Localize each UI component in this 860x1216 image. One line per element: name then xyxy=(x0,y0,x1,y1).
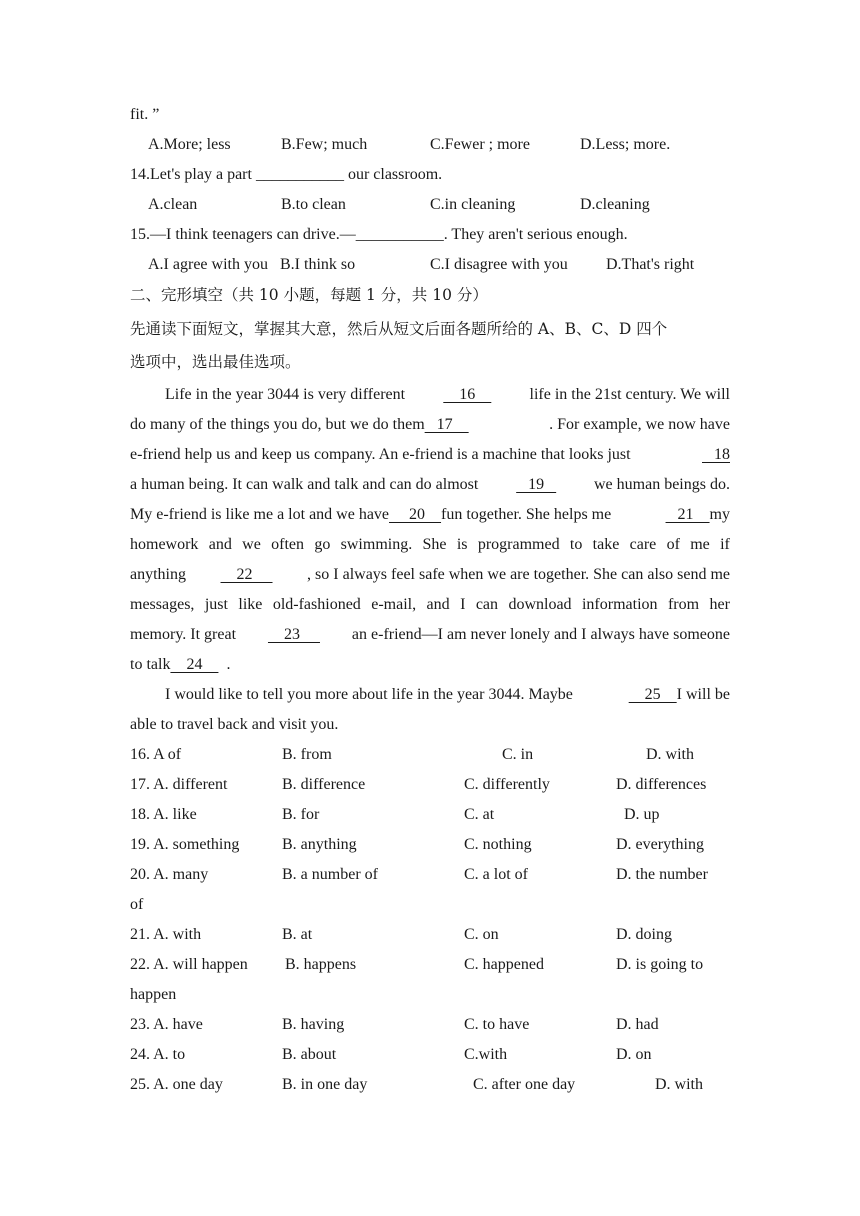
question-19-option-b: B. anything xyxy=(282,836,357,853)
question-25-option-b: B. in one day xyxy=(282,1076,368,1093)
blank-23: 23 xyxy=(267,626,320,643)
passage-line: anything 22 , so I always feel safe when we are together. She can also send me xyxy=(130,566,730,583)
q13-option-d: D.Less; more. xyxy=(580,136,671,153)
question-23-option-d: D. had xyxy=(616,1016,659,1033)
q13-option-a: A.More; less xyxy=(148,136,231,153)
passage-line: My e-friend is like me a lot and we have 20 fun together. She helps me 21 my xyxy=(130,506,730,523)
question-23-option-c: C. to have xyxy=(464,1016,530,1033)
question-16-option-d: D. with xyxy=(646,746,694,763)
question-23-option-b: B. having xyxy=(282,1016,345,1033)
section-instruction-line2: 选项中，选出最佳选项。 xyxy=(130,353,301,371)
question-19-option-c: C. nothing xyxy=(464,836,532,853)
question-18-option-d: D. up xyxy=(624,806,660,823)
q14-option-b: B.to clean xyxy=(281,196,346,213)
passage-line: able to travel back and visit you. xyxy=(130,716,339,733)
blank-25: 25 xyxy=(628,686,677,703)
passage-line: a human being. It can walk and talk and can do almost 19 we human beings do. xyxy=(130,476,730,493)
q13-option-c: C.Fewer ; more xyxy=(430,136,530,153)
q14-option-c: C.in cleaning xyxy=(430,196,516,213)
question-22-option-d: D. is going to xyxy=(616,956,704,973)
question-22-option-b: B. happens xyxy=(285,956,357,973)
blank-21: 21 xyxy=(665,506,710,523)
question-25-option-c: C. after one day xyxy=(473,1076,576,1093)
question-16-option-a: 16. A of xyxy=(130,746,182,763)
q15-option-a: A.I agree with you xyxy=(148,256,268,273)
q15-option-c: C.I disagree with you xyxy=(430,256,568,273)
question-17-option-b: B. difference xyxy=(282,776,366,793)
passage-line: messages, just like old-fashioned e-mail, and I can download information from her xyxy=(130,596,730,613)
passage-line: e-friend help us and keep us company. An e-friend is a machine that looks just 18 xyxy=(130,446,730,463)
question-17-option-a: 17. A. different xyxy=(130,776,228,793)
question-18-option-c: C. at xyxy=(464,806,495,823)
q15-stem: 15.—I think teenagers can drive.—___________. They aren't serious enough. xyxy=(130,226,628,243)
blank-17: 17 xyxy=(424,416,469,433)
question-22-option-c: C. happened xyxy=(464,956,544,973)
passage-line: homework and we often go swimming. She is programmed to take care of me if xyxy=(130,536,730,553)
passage-line: do many of the things you do, but we do them 17 . For example, we now have xyxy=(130,416,730,433)
passage-line: to talk 24 . xyxy=(130,656,231,673)
q15-option-d: D.That's right xyxy=(606,256,695,273)
q14-option-d: D.cleaning xyxy=(580,196,650,213)
question-18-option-a: 18. A. like xyxy=(130,806,197,823)
question-20-option-c: C. a lot of xyxy=(464,866,528,883)
passage-line: I would like to tell you more about life in the year 3044. Maybe 25 I will be xyxy=(165,686,730,703)
question-23-option-a: 23. A. have xyxy=(130,1016,203,1033)
question-24-option-d: D. on xyxy=(616,1046,652,1063)
blank-18: 18 xyxy=(702,446,730,463)
q15-option-b: B.I think so xyxy=(280,256,356,273)
question-20-option-d: D. the number xyxy=(616,866,708,883)
section-heading: 二、完形填空（共 10 小题，每题 1 分，共 10 分） xyxy=(130,286,488,304)
q13-stem-end: fit. ” xyxy=(130,106,160,123)
question-17-option-d: D. differences xyxy=(616,776,707,793)
question-21-option-d: D. doing xyxy=(616,926,672,943)
blank-24: 24 xyxy=(170,656,219,673)
question-17-option-c: C. differently xyxy=(464,776,550,793)
question-21-option-a: 21. A. with xyxy=(130,926,202,943)
blank-20: 20 xyxy=(389,506,442,523)
q14-option-a: A.clean xyxy=(148,196,198,213)
question-22-option-a: 22. A. will happen xyxy=(130,956,248,973)
passage-line: memory. It great 23 an e-friend—I am never lonely and I always have someone xyxy=(130,626,730,643)
question-20-option-d-continued: of xyxy=(130,896,144,913)
question-25-option-d: D. with xyxy=(655,1076,703,1093)
question-18-option-b: B. for xyxy=(282,806,320,823)
blank-16: 16 xyxy=(443,386,492,403)
question-16-option-b: B. from xyxy=(282,746,332,763)
question-21-option-c: C. on xyxy=(464,926,499,943)
question-19-option-a: 19. A. something xyxy=(130,836,240,853)
question-16-option-c: C. in xyxy=(502,746,534,763)
section-instruction-line1: 先通读下面短文，掌握其大意，然后从短文后面各题所给的 A、B、C、D 四个 xyxy=(130,320,668,338)
question-25-option-a: 25. A. one day xyxy=(130,1076,223,1093)
blank-19: 19 xyxy=(516,476,557,493)
q13-option-b: B.Few; much xyxy=(281,136,368,153)
question-20-option-a: 20. A. many xyxy=(130,866,209,883)
question-19-option-d: D. everything xyxy=(616,836,704,853)
blank-22: 22 xyxy=(220,566,273,583)
question-21-option-b: B. at xyxy=(282,926,313,943)
question-24-option-c: C.with xyxy=(464,1046,508,1063)
passage-line: Life in the year 3044 is very different 16 life in the 21st century. We will xyxy=(165,386,730,403)
question-22-option-d-continued: happen xyxy=(130,986,177,1003)
question-24-option-b: B. about xyxy=(282,1046,337,1063)
question-24-option-a: 24. A. to xyxy=(130,1046,186,1063)
q14-stem: 14.Let's play a part ___________ our classroom. xyxy=(130,166,443,183)
question-20-option-b: B. a number of xyxy=(282,866,378,883)
